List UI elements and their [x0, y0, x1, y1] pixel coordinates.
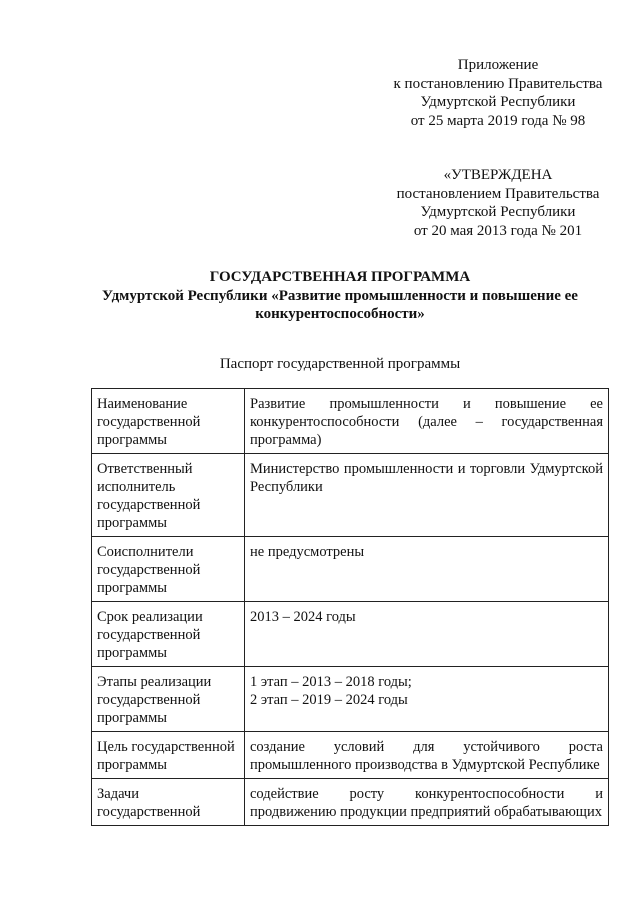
- appendix-line: Удмуртской Республики: [420, 94, 576, 111]
- approval-line: Удмуртской Республики: [420, 204, 576, 221]
- passport-table: [91, 388, 609, 826]
- appendix-line: Приложение: [457, 57, 539, 73]
- program-title: ГОСУДАРСТВЕННАЯ ПРОГРАММА: [209, 269, 471, 285]
- row-value-cell: [245, 667, 609, 732]
- table-row: [92, 537, 609, 602]
- appendix-line: от 25 марта 2019 года № 98: [410, 112, 586, 129]
- approval-header: [378, 166, 618, 240]
- table-row: [92, 454, 609, 537]
- page-cutoff: [0, 838, 640, 908]
- appendix-header: [378, 56, 618, 130]
- approval-line: постановлением Правительства: [396, 185, 600, 202]
- approval-line: от 20 мая 2013 года № 201: [413, 222, 583, 239]
- row-value-cell: Министерство промышленности и торговли Удмуртской Республики: [245, 454, 609, 537]
- table-row: [92, 732, 609, 779]
- passport-title: Паспорт государственной программы: [219, 356, 461, 372]
- row-value-cell: создание условий для устойчивого роста промышленного производства в Удмуртской Республике: [245, 732, 609, 779]
- program-subtitle: Удмуртской Республики «Развитие промышленности и повышение ее конкурентоспособности»: [102, 287, 578, 323]
- row-value-cell: Развитие промышленности и повышение ее конкурентоспособности (далее – государственная программа): [245, 389, 609, 454]
- row-name-cell: Этапы реализации государственной программы: [92, 667, 245, 732]
- row-value-cell: не предусмотрены: [245, 537, 609, 602]
- row-value-cell: содействие росту конкурентоспособности и продвижению продукции предприятий обрабатывающих: [245, 779, 609, 826]
- row-name-cell: Цель государственной программы: [92, 732, 245, 779]
- row-value-cell: 2013 – 2024 годы: [245, 602, 609, 667]
- row-name-cell: Задачи государственной: [92, 779, 245, 826]
- row-name-cell: Ответственный исполнитель государственной программы: [92, 454, 245, 537]
- row-name-cell: Срок реализации государственной программы: [92, 602, 245, 667]
- appendix-line: к постановлению Правительства: [393, 75, 603, 92]
- approval-line: «УТВЕРЖДЕНА: [443, 167, 553, 183]
- stage-line: 2 этап – 2019 – 2024 годы: [250, 692, 408, 708]
- table-row: [92, 779, 609, 826]
- row-name-cell: Наименование государственной программы: [92, 389, 245, 454]
- table-row: [92, 389, 609, 454]
- program-title-block: [60, 268, 620, 324]
- table-row: [92, 602, 609, 667]
- table-row: [92, 667, 609, 732]
- stage-line: 1 этап – 2013 – 2018 годы;: [250, 674, 412, 690]
- row-name-cell: Соисполнители государственной программы: [92, 537, 245, 602]
